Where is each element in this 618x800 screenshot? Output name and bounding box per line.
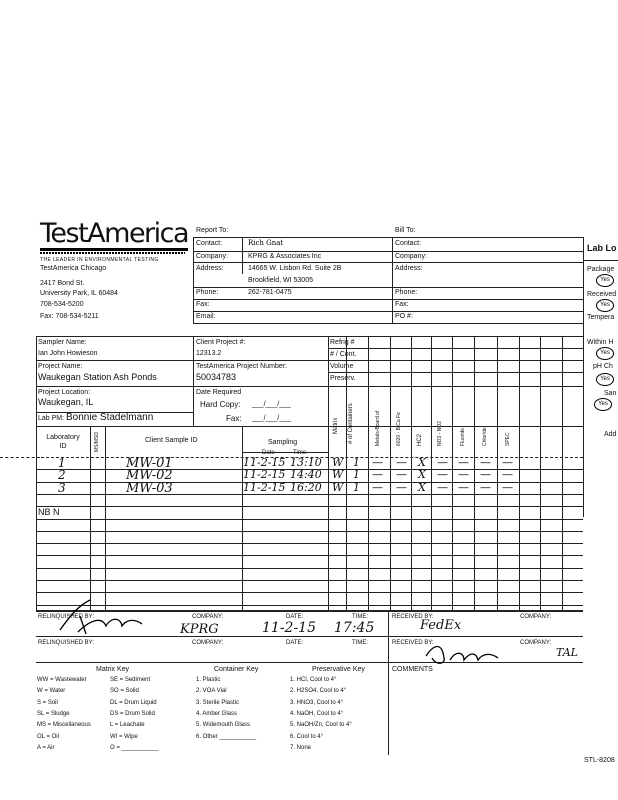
row-time: 13:10: [290, 456, 322, 469]
ta-project-value: 50034783: [196, 372, 237, 382]
container-key-item: 3. Sterile Plastic: [196, 699, 240, 706]
row-matrix: W: [332, 468, 344, 482]
preservative-key-item: 2. H2SO4, Cool to 4°: [290, 688, 347, 695]
address-line1: 14665 W. Lisbon Rd. Suite 2B: [248, 265, 342, 272]
row-c6: —: [480, 468, 491, 482]
preservative-key-item: 3. HNO3, Cool to 4°: [290, 699, 344, 706]
received-by-label-2: RECEIVED BY:: [392, 640, 434, 646]
time-label-1: TIME:: [352, 614, 368, 620]
row-lab-id: 1: [58, 456, 66, 470]
matrix-key-item: A = Air: [37, 744, 55, 751]
param-col-3: HC2: [417, 433, 423, 446]
container-key-item: 2. VOA Vial: [196, 688, 227, 695]
bill-po-label: PO #:: [395, 313, 413, 320]
relinquished-time: 17:45: [334, 620, 375, 636]
date-header: Date: [262, 450, 275, 456]
date-required-label: Date Required: [196, 389, 242, 396]
lab-fax: Fax: 708-534-5211: [40, 313, 99, 320]
relinquished-company: KPRG: [180, 622, 219, 637]
preservative-key-item: 7. None: [290, 744, 312, 751]
row-c6: —: [480, 480, 491, 494]
container-key-item: 6. Other ___________: [196, 733, 257, 740]
company-label-2: COMPANY:: [520, 614, 552, 620]
time-label-2: TIME:: [352, 640, 368, 646]
bill-address-label: Address:: [395, 265, 423, 272]
row-client-id: MW-01: [126, 456, 173, 471]
company-label-1: COMPANY:: [192, 614, 224, 620]
add-label: Add: [604, 431, 617, 438]
temperature-label: Tempera: [587, 314, 615, 321]
cont-label: # / Cont.: [330, 351, 357, 358]
bill-company-label: Company:: [395, 253, 427, 260]
bill-fax-label: Fax:: [395, 301, 409, 308]
matrix-key-item: OL = Oil: [37, 733, 59, 740]
address-line2: Brookfield, WI 53005: [248, 277, 313, 284]
contact-label: Contact:: [196, 240, 223, 247]
row-c5: —: [458, 456, 469, 469]
client-project-label: Client Project #:: [196, 339, 246, 346]
row-matrix: W: [332, 480, 344, 494]
receiver-signature: [420, 638, 510, 668]
client-id-header: Client Sample ID: [145, 437, 198, 444]
refrig-label: Refrig #: [330, 339, 355, 346]
sampler-label: Sampler Name:: [38, 339, 87, 346]
row-c3: X: [418, 456, 426, 469]
row-lab-id: 2: [58, 468, 66, 483]
matrix-header: Matrix: [333, 417, 339, 434]
company-label: Company:: [196, 253, 228, 260]
nb-note: NB N: [38, 507, 60, 517]
fax-label: Fax:: [196, 301, 210, 308]
containers-header: # of Containers: [348, 403, 354, 444]
preservative-key-item: 1. HCl, Cool to 4°: [290, 677, 337, 683]
yes-circle-3: Yes: [596, 347, 614, 360]
email-label: Email:: [196, 313, 216, 320]
lab-address1: 2417 Bond St.: [40, 280, 85, 287]
row-c2: —: [396, 456, 407, 469]
report-to-heading: Report To:: [196, 227, 229, 234]
row-lab-id: 3: [58, 480, 66, 495]
lab-address2: University Park, IL 60484: [40, 290, 118, 297]
param-col-7: SPEC: [505, 432, 511, 446]
row-c5: —: [458, 480, 469, 494]
lab-id-header: Laboratory ID: [46, 434, 80, 450]
client-project-value: 12313.2: [196, 350, 222, 357]
logo-tagline: THE LEADER IN ENVIRONMENTAL TESTING: [40, 257, 159, 263]
lab-log-title: Lab Lo: [587, 243, 617, 253]
phone-label: Phone:: [196, 289, 219, 296]
row-c5: —: [458, 468, 469, 482]
row-c1: —: [372, 468, 383, 482]
lab-phone: 708-534-5200: [40, 301, 84, 308]
row-c6: —: [480, 456, 491, 469]
row-c4: —: [437, 456, 448, 469]
preserv-label: Preserv.: [330, 375, 356, 382]
lab-pm-label: Lab PM:: [38, 415, 65, 422]
matrix-key-item: SL = Sludge: [37, 710, 70, 717]
row-time: 16:20: [290, 480, 322, 494]
row-c7: —: [502, 468, 513, 482]
lab-pm-value: Bonnie Stadelmann: [66, 412, 154, 423]
row-client-id: MW-03: [126, 480, 173, 496]
company-logo: [40, 220, 188, 263]
row-time: 14:40: [290, 468, 322, 482]
logo-name: TestAmerica: [40, 218, 189, 249]
comments-label: COMMENTS: [392, 666, 433, 673]
container-key-title: Container Key: [214, 666, 259, 673]
matrix-key-item: SO = Solid: [110, 688, 139, 695]
row-c2: —: [396, 480, 407, 494]
yes-circle-5: Yes: [594, 398, 612, 411]
param-col-6: Chloride: [482, 427, 488, 446]
within-hold-label: Within H: [587, 339, 614, 346]
bill-contact-label: Contact:: [395, 240, 422, 247]
row-c3: X: [418, 480, 426, 494]
matrix-key-item: DL = Drum Liquid: [110, 699, 157, 706]
date-label-2: DATE:: [286, 640, 304, 646]
company-value: KPRG & Associates Inc: [248, 253, 322, 260]
matrix-key-item: S = Soil: [37, 699, 58, 706]
matrix-key-item: MS = Miscellaneous: [37, 722, 91, 729]
logo-underline: [40, 252, 185, 254]
location-value: Waukegan, IL: [38, 397, 94, 407]
ph-check-label: pH Ch: [593, 363, 613, 370]
hard-copy-value: ___/___/___: [252, 401, 291, 408]
preservative-key-item: 6. Cool to 4°: [290, 733, 324, 740]
contact-value: Rich Gnat: [248, 239, 284, 247]
package-label: Package: [587, 266, 615, 273]
container-key-item: 1. Plastic: [196, 677, 221, 683]
company-label-4: COMPANY:: [520, 640, 552, 646]
row-count: 1: [353, 456, 360, 469]
relinquished-by-label-1: RELINQUISHED BY:: [38, 614, 95, 620]
bill-phone-label: Phone:: [395, 289, 418, 296]
preservative-key-item: 5. NaOH/Zn, Cool to 4°: [290, 722, 352, 729]
row-c4: —: [437, 468, 448, 482]
matrix-key-title: Matrix Key: [96, 666, 130, 673]
row-c3: X: [418, 468, 426, 482]
container-key-item: 4. Amber Glass: [196, 710, 238, 717]
row-c2: —: [396, 468, 407, 482]
row-count: 1: [353, 480, 360, 494]
time-header: Time: [293, 450, 307, 456]
matrix-key-item: SE = Sediment: [110, 677, 151, 683]
sampler-value: Ian John Howieson: [38, 350, 98, 357]
form-number: STL-8208: [584, 757, 615, 764]
matrix-key-item: WI = Wipe: [110, 733, 138, 740]
matrix-key-item: DS = Drum Solid: [110, 710, 155, 717]
hard-copy-label: Hard Copy:: [200, 400, 241, 409]
row-date: 11-2-15: [243, 468, 286, 482]
volume-label: Volume: [330, 363, 354, 370]
param-col-2: 6020 - B Ca Fe: [396, 412, 402, 446]
date-label-1: DATE:: [286, 614, 304, 620]
row-date: 11-2-15: [243, 456, 286, 469]
lab-name: TestAmerica Chicago: [40, 265, 107, 272]
param-col-1: Metals-Board of: [375, 410, 381, 446]
bill-to-heading: Bill To:: [395, 227, 416, 234]
relinquisher-signature: [50, 596, 150, 636]
matrix-key-item: W = Water: [37, 688, 66, 695]
received-label: Received: [587, 291, 617, 298]
container-key-item: 5. Widemouth Glass: [196, 722, 251, 729]
date-fax-label: Fax:: [226, 414, 242, 423]
preservative-key-item: 4. NaOH, Cool to 4°: [290, 710, 344, 717]
project-name-value: Waukegan Station Ash Ponds: [38, 372, 157, 382]
matrix-key-item: WW = Wastewater: [37, 677, 87, 683]
row-matrix: W: [332, 456, 344, 469]
row-client-id: MW-02: [126, 468, 173, 484]
received-by-label-1: RECEIVED BY:: [392, 614, 434, 620]
row-c1: —: [372, 480, 383, 494]
matrix-key-item: O = ___________: [110, 744, 159, 751]
ms-msd-header: MS/MSD: [94, 432, 100, 452]
param-col-4: NO3 - NO2: [437, 420, 443, 446]
row-count: 1: [353, 468, 360, 482]
yes-circle-1: Yes: [596, 274, 614, 287]
company-label-3: COMPANY:: [192, 640, 224, 646]
received-company-tal: TAL: [556, 646, 578, 659]
param-col-5: Fluoride: [460, 427, 466, 446]
matrix-key-item: L = Leachate: [110, 722, 145, 729]
phone-value: 262-781-0475: [248, 289, 292, 296]
row-c4: —: [437, 480, 448, 494]
location-label: Project Location:: [38, 389, 91, 396]
relinquished-by-label-2: RELINQUISHED BY:: [38, 640, 95, 646]
received-by-fedex: FedEx: [420, 618, 462, 633]
sampling-header: Sampling: [268, 439, 298, 446]
yes-circle-2: Yes: [596, 299, 614, 312]
ta-project-label: TestAmerica Project Number:: [196, 363, 288, 370]
row-c7: —: [502, 480, 513, 494]
address-label: Address:: [196, 265, 224, 272]
preservative-key-title: Preservative Key: [312, 666, 365, 673]
yes-circle-4: Yes: [596, 373, 614, 386]
project-name-label: Project Name:: [38, 363, 83, 370]
row-date: 11-2-15: [243, 480, 286, 494]
relinquished-date: 11-2-15: [262, 620, 316, 636]
san-label: San: [604, 390, 617, 397]
date-fax-value: ___/___/___: [252, 415, 291, 422]
row-c7: —: [502, 456, 513, 469]
row-c1: —: [372, 456, 383, 469]
